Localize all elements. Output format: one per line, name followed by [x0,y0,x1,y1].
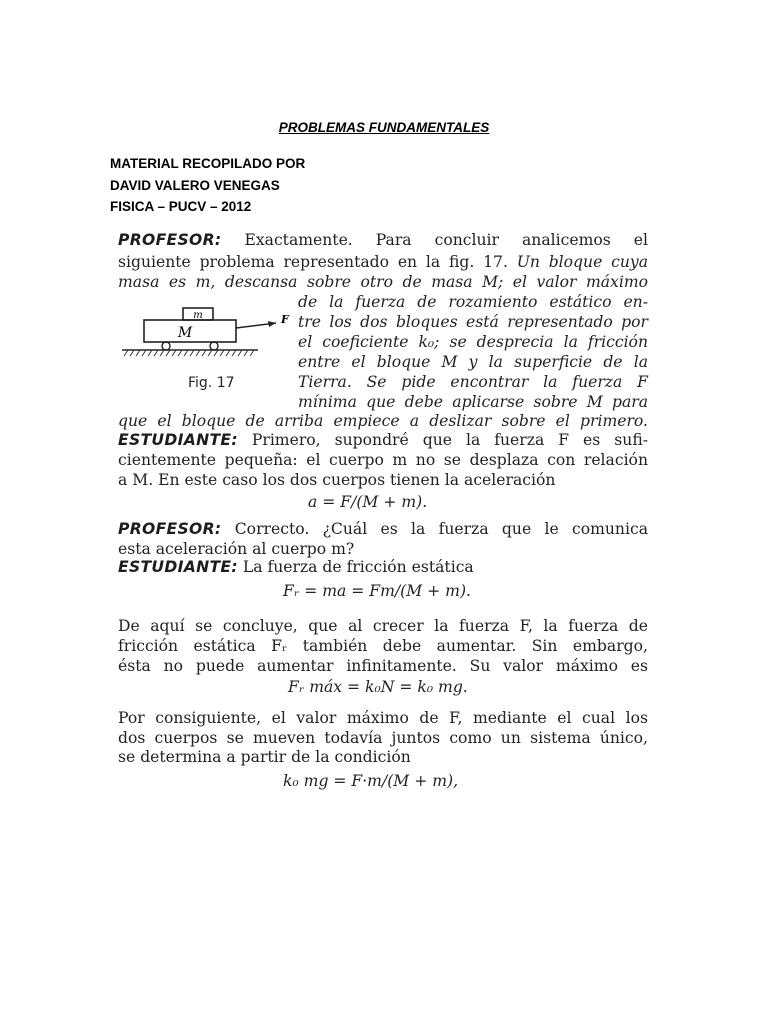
text-line: PROFESOR: Exactamente. Para concluir analicemos el [118,231,648,249]
text-line: Tierra. Se pide encontrar la fuerza F [298,373,648,391]
speaker-label: PROFESOR: [118,231,222,249]
text-line: De aquí se concluye, que al crecer la fuerza F, la fuerza de [118,617,648,635]
text-line: que el bloque de arriba empiece a deslizar sobre el primero. [118,412,648,430]
text-line: el coeficiente k₀; se desprecia la fricción [298,333,648,351]
text-line: se determina a partir de la condición [118,748,411,766]
equation: Fᵣ máx = k₀N = k₀ mg. [288,678,468,696]
figure-caption: Fig. 17 [188,375,235,391]
text-line: ESTUDIANTE: La fuerza de fricción estática [118,558,474,576]
force-arrow-head [268,321,276,327]
text-line: mínima que debe aplicarse sobre M para [298,393,648,411]
scanned-text-block [118,226,656,796]
page-title: PROBLEMAS FUNDAMENTALES [278,120,490,135]
wheel [162,342,170,350]
equation: k₀ mg = F·m/(M + m), [283,772,459,790]
text-line: dos cuerpos se mueven todavía juntos como un sistema único, [118,729,648,747]
text-line: PROFESOR: Correcto. ¿Cuál es la fuerza que le comunica [118,520,648,538]
large-block-label: M [177,325,193,341]
credits-block [110,153,305,218]
equation: a = F/(M + m). [308,493,428,511]
block-diagram-svg [118,304,293,376]
text-line: a M. En este caso los dos cuerpos tienen la aceleración [118,471,556,489]
figure-diagram [118,304,293,381]
force-label: F [281,313,289,326]
text-line: cientemente pequeña: el cuerpo m no se desplaza con relación [118,451,648,469]
speaker-label: PROFESOR: [118,520,222,538]
speaker-label: ESTUDIANTE: [118,558,238,576]
credit-line: FISICA – PUCV – 2012 [110,199,252,214]
small-block-label: m [193,310,203,321]
text-line: Por consiguiente, el valor máximo de F, mediante el cual los [118,709,648,727]
text-line: entre el bloque M y la superficie de la [298,353,648,371]
speaker-label: ESTUDIANTE: [118,431,238,449]
text-line: ésta no puede aumentar infinitamente. Su valor máximo es [118,657,648,675]
credit-line: DAVID VALERO VENEGAS [110,177,280,193]
text-line: de la fuerza de rozamiento estático en- [298,293,648,311]
text-line: tre los dos bloques está representado por [298,313,648,331]
text-line: siguiente problema representado en la fig. 17. Un bloque cuya [118,253,648,271]
wheel [210,342,218,350]
credit-line: MATERIAL RECOPILADO POR [110,156,306,171]
equation: Fᵣ = ma = Fm/(M + m). [283,582,471,600]
ground-hatching [124,350,254,356]
text-line: masa es m, descansa sobre otro de masa M; el valor máximo [118,273,648,291]
text-line: ESTUDIANTE: Primero, supondré que la fuerza F es sufi- [118,431,648,449]
text-line: fricción estática Fᵣ también debe aumentar. Sin embargo, [118,637,648,655]
text-line: esta aceleración al cuerpo m? [118,540,355,558]
